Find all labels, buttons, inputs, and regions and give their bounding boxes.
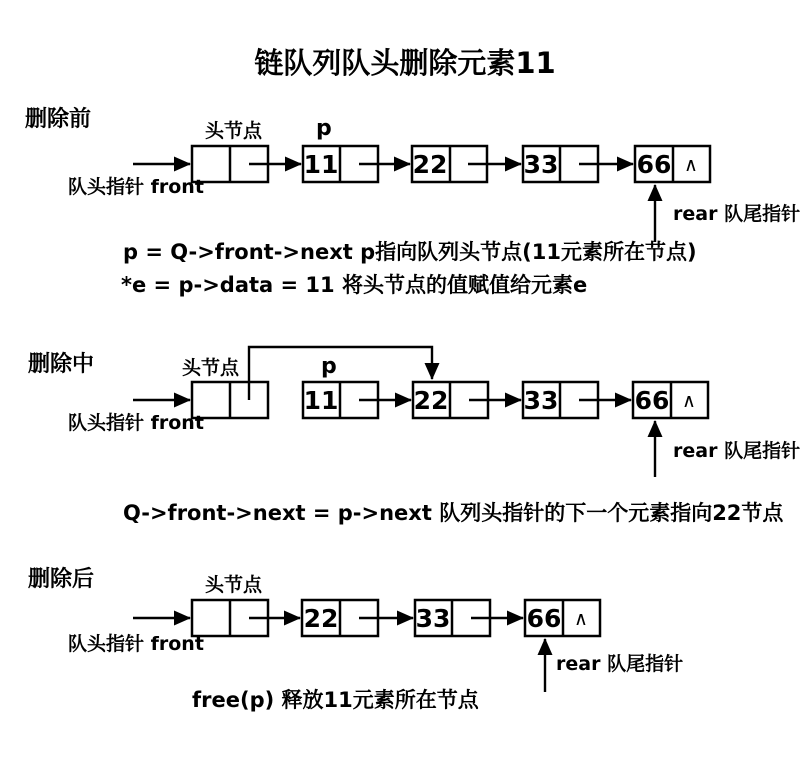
node-value: 11 (303, 150, 339, 179)
front-pointer-label: 队头指针 front (68, 633, 204, 655)
rear-pointer-label: rear 队尾指针 (673, 203, 801, 225)
rear-pointer-label: rear 队尾指针 (673, 440, 801, 462)
rear-pointer-label: rear 队尾指针 (556, 653, 684, 675)
annotation-line: Q->front->next = p->next 队列头指针的下一个元素指向22节点 (123, 501, 784, 525)
node-value: 66 (526, 604, 562, 633)
stage-label: 删除中 (28, 352, 95, 377)
stage-during-deletion (28, 347, 800, 477)
node-value: 66 (634, 386, 670, 415)
head-node-label: 头节点 (182, 357, 240, 379)
annotation-line: p = Q->front->next p指向队列头节点(11元素所在节点) (123, 240, 697, 264)
null-symbol: ∧ (684, 154, 698, 176)
node-value: 11 (303, 386, 339, 415)
p-pointer-label: p (321, 354, 337, 379)
stage-after-deletion (28, 566, 683, 692)
front-pointer-label: 队头指针 front (68, 176, 204, 198)
node-value: 33 (415, 604, 451, 633)
stage-label: 删除后 (28, 567, 95, 592)
stage-before-deletion (25, 106, 800, 242)
node-value: 22 (413, 386, 449, 415)
node-value: 22 (303, 604, 339, 633)
node-value: 66 (636, 150, 672, 179)
node-value: 33 (523, 150, 559, 179)
node-value: 33 (523, 386, 559, 415)
null-symbol: ∧ (574, 608, 588, 630)
head-node-label: 头节点 (205, 120, 263, 142)
node-value: 22 (412, 150, 448, 179)
front-pointer-label: 队头指针 front (68, 412, 204, 434)
annotation-line: *e = p->data = 11 将头节点的值赋值给元素e (121, 273, 588, 297)
p-pointer-label: p (316, 116, 332, 141)
diagram-title: 链队列队头删除元素11 (254, 46, 556, 80)
null-symbol: ∧ (682, 390, 696, 412)
annotation-line: free(p) 释放11元素所在节点 (192, 688, 479, 712)
stage-label: 删除前 (25, 107, 92, 132)
head-node-label: 头节点 (205, 574, 263, 596)
